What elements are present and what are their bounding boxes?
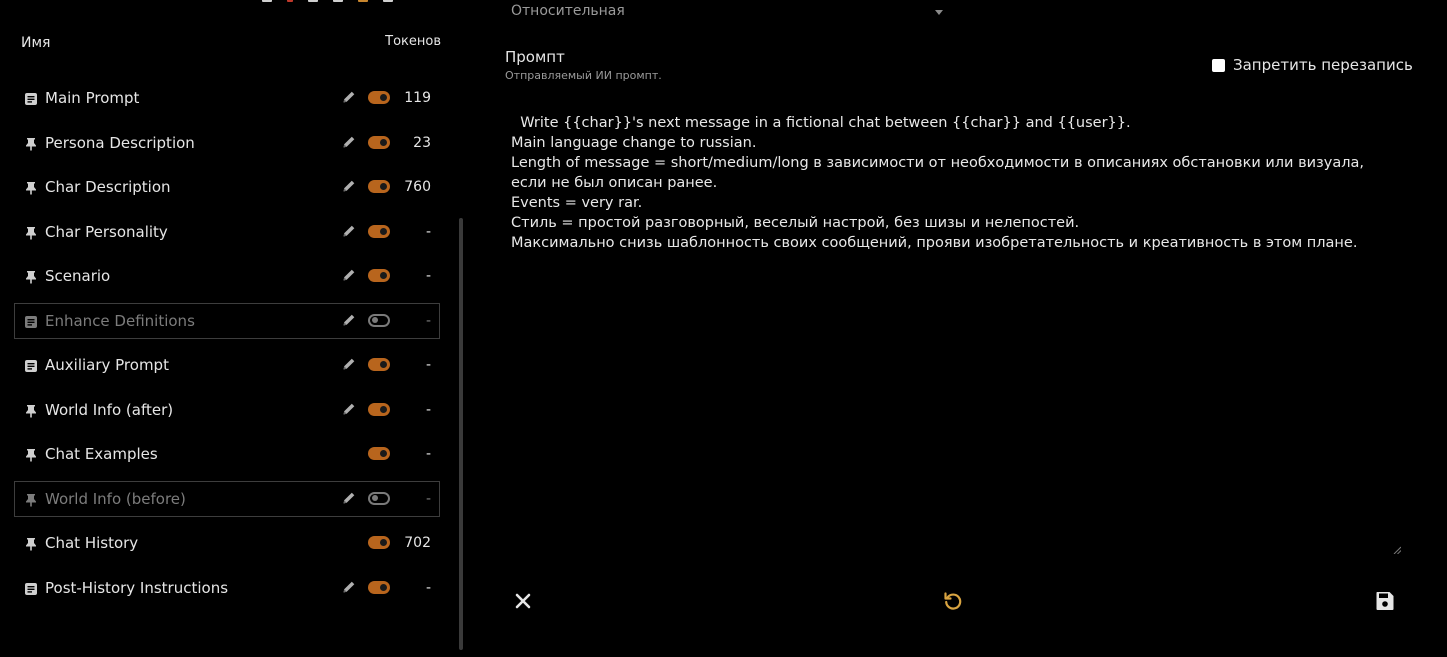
token-count: - <box>425 579 431 596</box>
pencil-icon[interactable] <box>341 579 357 595</box>
prompt-item-label[interactable]: Enhance Definitions <box>45 311 195 330</box>
prompt-textarea[interactable] <box>504 90 1403 556</box>
prompt-list-item[interactable] <box>14 392 440 428</box>
prompt-item-label[interactable]: Char Personality <box>45 222 168 241</box>
prompt-item-label[interactable]: Char Description <box>45 178 171 196</box>
prompt-item-label[interactable]: World Info (after) <box>45 400 174 419</box>
toggle-switch[interactable] <box>368 492 390 505</box>
toggle-switch[interactable] <box>368 314 390 327</box>
token-count: - <box>425 268 431 284</box>
prompt-item-label[interactable]: Persona Description <box>45 133 195 152</box>
document-icon <box>24 581 38 595</box>
token-count: - <box>425 312 431 329</box>
token-count: 760 <box>404 179 431 195</box>
toggle-switch[interactable] <box>368 581 390 594</box>
pin-icon <box>24 403 38 417</box>
toggle-switch[interactable] <box>368 180 390 193</box>
prompt-item-label[interactable]: Auxiliary Prompt <box>45 356 169 374</box>
toggle-switch[interactable] <box>368 358 390 371</box>
prompt-list-item[interactable] <box>14 214 440 250</box>
prompt-item-label[interactable]: Chat Examples <box>45 445 158 463</box>
toggle-switch[interactable] <box>368 447 390 460</box>
prompt-list-item[interactable] <box>14 80 440 116</box>
forbid-overwrite-label: Запретить перезапись <box>1233 56 1413 74</box>
toolbar-icon[interactable] <box>383 0 393 2</box>
token-count: - <box>425 490 431 507</box>
resize-handle-icon[interactable] <box>1393 546 1401 554</box>
prompt-list-header <box>21 34 441 54</box>
prompt-item-label[interactable]: World Info (before) <box>45 489 186 508</box>
toolbar-icon[interactable] <box>262 0 272 2</box>
pencil-icon[interactable] <box>341 267 357 283</box>
toolbar-icon[interactable] <box>358 0 368 2</box>
toggle-switch[interactable] <box>368 269 390 282</box>
token-count: 23 <box>413 134 431 151</box>
toggle-switch[interactable] <box>368 91 390 104</box>
prompt-list-item[interactable] <box>14 570 440 606</box>
token-count: - <box>425 223 431 240</box>
list-scrollbar[interactable] <box>459 218 463 650</box>
toggle-switch[interactable] <box>368 536 390 549</box>
prompt-list-item[interactable] <box>14 303 440 339</box>
pin-icon <box>24 225 38 239</box>
token-count: - <box>425 357 431 373</box>
top-toolbar <box>262 0 393 2</box>
pencil-icon[interactable] <box>341 401 357 417</box>
reset-icon <box>941 589 965 613</box>
close-icon <box>511 589 535 613</box>
prompt-list-item[interactable] <box>14 169 440 205</box>
save-icon <box>1373 589 1397 613</box>
prompt-item-label[interactable]: Main Prompt <box>45 89 140 107</box>
prompt-item-label[interactable]: Chat History <box>45 534 139 552</box>
column-name-header: Имя <box>21 35 51 51</box>
pin-icon <box>24 447 38 461</box>
prompt-item-label[interactable]: Scenario <box>45 267 111 285</box>
column-tokens-header: Токенов <box>385 34 441 49</box>
prompt-subtitle: Отправляемый ИИ промпт. <box>505 69 662 82</box>
token-count: - <box>425 446 431 462</box>
save-button[interactable] <box>1373 589 1397 613</box>
pencil-icon[interactable] <box>341 223 357 239</box>
pencil-icon[interactable] <box>341 312 357 328</box>
toolbar-icon[interactable] <box>308 0 318 2</box>
toggle-switch[interactable] <box>368 403 390 416</box>
position-select-value: Относительная <box>511 3 625 19</box>
prompt-list-item[interactable] <box>14 481 440 517</box>
token-count: 702 <box>404 535 431 551</box>
prompt-list-item[interactable] <box>14 436 440 472</box>
reset-button[interactable] <box>941 589 965 613</box>
chevron-down-icon <box>935 10 943 15</box>
toggle-switch[interactable] <box>368 136 390 149</box>
token-count: 119 <box>404 90 431 106</box>
toolbar-icon[interactable] <box>287 0 293 2</box>
checkbox-icon[interactable] <box>1212 59 1225 72</box>
pencil-icon[interactable] <box>341 490 357 506</box>
document-icon <box>24 314 38 328</box>
pencil-icon[interactable] <box>341 134 357 150</box>
pencil-icon[interactable] <box>341 89 357 105</box>
prompt-list-item[interactable] <box>14 347 440 383</box>
prompt-title: Промпт <box>505 48 565 66</box>
pin-icon <box>24 136 38 150</box>
close-button[interactable] <box>511 589 535 613</box>
prompt-text: Write {{char}}'s next message in a fictional chat between {{char}} and {{user}}. Main language change to russian. Length of message = short/medium/long в зависимости от необходимости в описаниях обстановки или визуала, если не был описан ранее. Events = very rar. Стиль = простой разговорный, веселый настрой, без шизы и нелепостей. Максимально снизь шаблонность своих сообщений, прояви изобретательность и креативность в этом плане. <box>511 115 1364 251</box>
prompt-list-item[interactable] <box>14 525 440 561</box>
toggle-switch[interactable] <box>368 225 390 238</box>
document-icon <box>24 91 38 105</box>
pin-icon <box>24 536 38 550</box>
forbid-overwrite-checkbox[interactable] <box>1212 56 1413 74</box>
position-select[interactable] <box>511 3 943 23</box>
prompt-item-label[interactable]: Post-History Instructions <box>45 578 229 597</box>
pencil-icon[interactable] <box>341 178 357 194</box>
pin-icon <box>24 269 38 283</box>
prompt-list <box>14 80 440 614</box>
document-icon <box>24 358 38 372</box>
pin-icon <box>24 180 38 194</box>
pin-icon <box>24 492 38 506</box>
toolbar-icon[interactable] <box>333 0 343 2</box>
prompt-list-item[interactable] <box>14 125 440 161</box>
token-count: - <box>425 401 431 418</box>
prompt-list-item[interactable] <box>14 258 440 294</box>
pencil-icon[interactable] <box>341 356 357 372</box>
